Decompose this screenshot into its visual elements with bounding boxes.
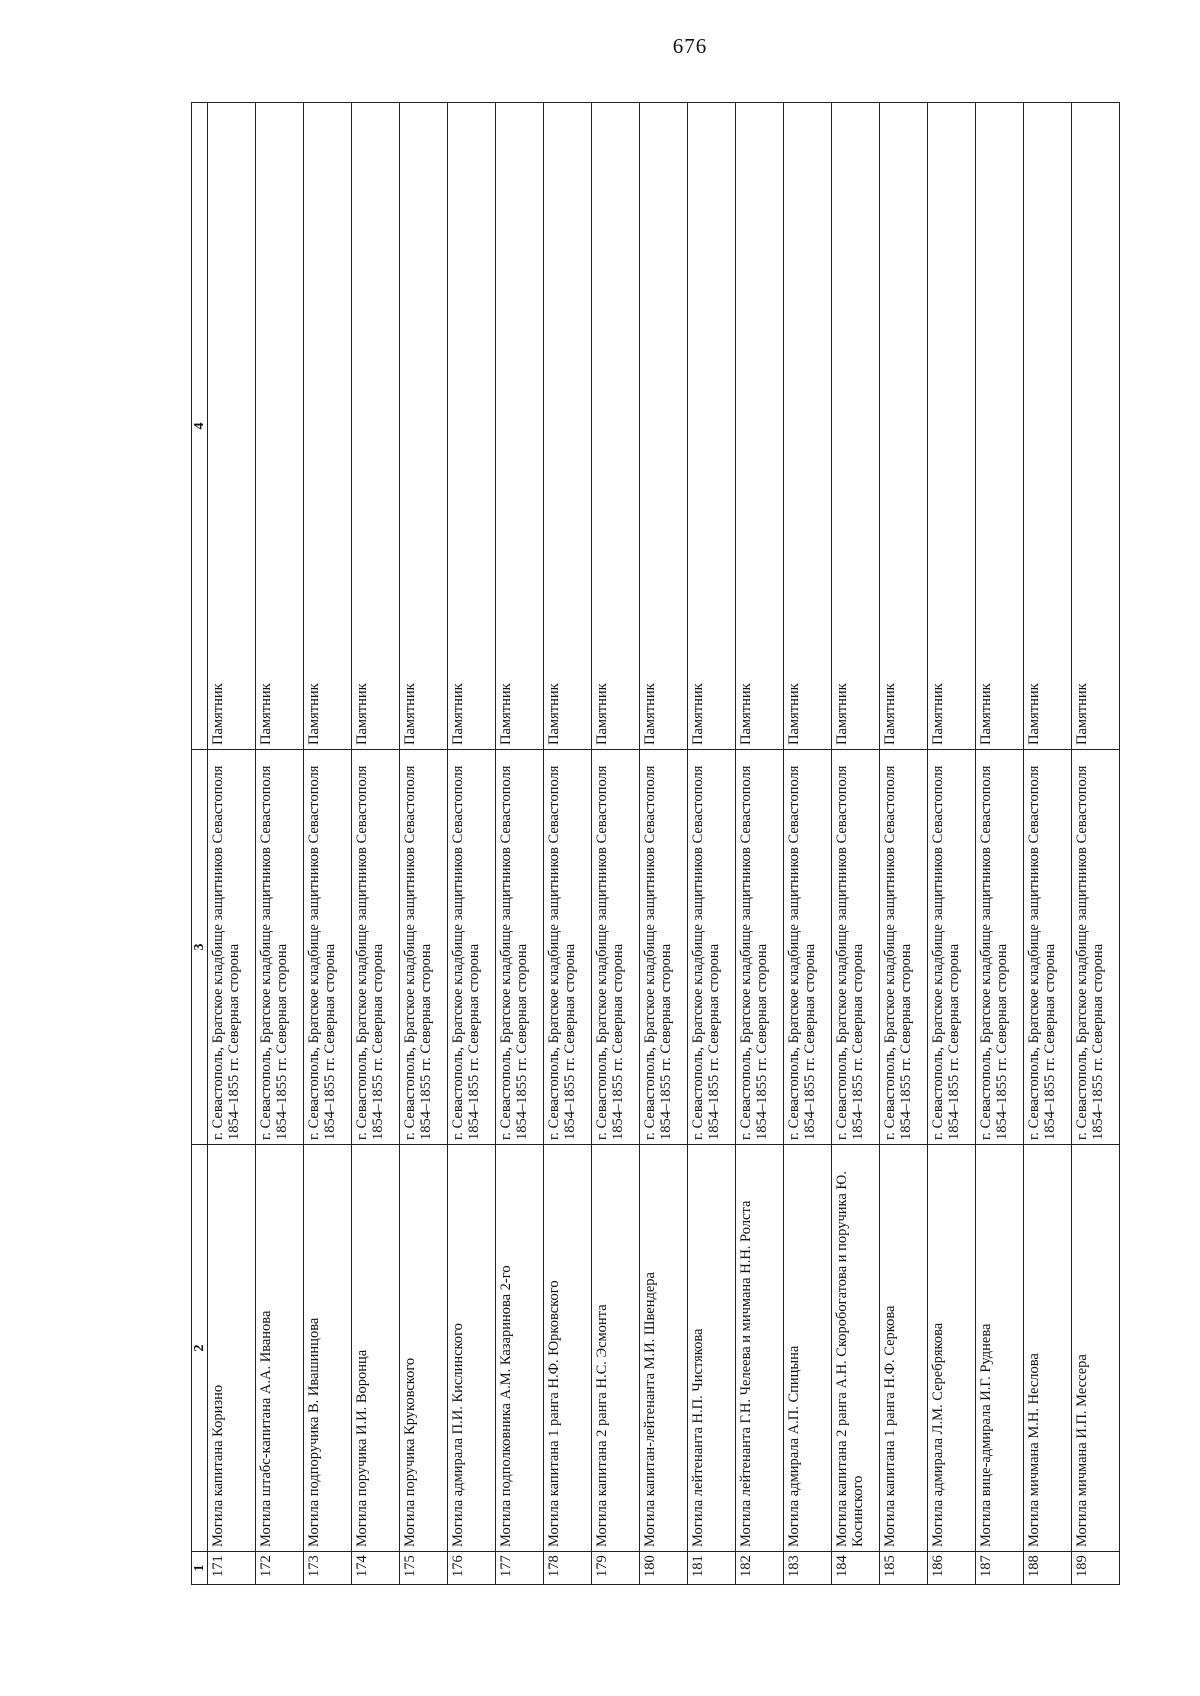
object-location: г. Севастополь, Братское кладбище защитников Севастополя 1854–1855 гг. Северная сторона — [1024, 750, 1072, 1145]
table-row — [640, 103, 688, 1585]
object-location: г. Севастополь, Братское кладбище защитников Севастополя 1854–1855 гг. Северная сторона — [736, 750, 784, 1145]
row-number: 174 — [352, 1552, 400, 1585]
object-location: г. Севастополь, Братское кладбище защитников Севастополя 1854–1855 гг. Северная сторона — [256, 750, 304, 1145]
object-location: г. Севастополь, Братское кладбище защитников Севастополя 1854–1855 гг. Северная сторона — [784, 750, 832, 1145]
object-name: Могила капитана Коризно — [208, 1145, 256, 1552]
row-number: 184 — [832, 1552, 880, 1585]
object-type: Памятник — [256, 103, 304, 750]
table-row — [832, 103, 880, 1585]
object-type: Памятник — [640, 103, 688, 750]
table-row — [1024, 103, 1072, 1585]
row-number: 179 — [592, 1552, 640, 1585]
table-row — [304, 103, 352, 1585]
row-number: 187 — [976, 1552, 1024, 1585]
object-location: г. Севастополь, Братское кладбище защитников Севастополя 1854–1855 гг. Северная сторона — [976, 750, 1024, 1145]
object-type: Памятник — [544, 103, 592, 750]
monuments-table — [191, 102, 1120, 1585]
table-row — [448, 103, 496, 1585]
row-number: 172 — [256, 1552, 304, 1585]
object-name: Могила капитан-лейтенанта М.И. Швендера — [640, 1145, 688, 1552]
object-name: Могила штабс-капитана А.А. Иванова — [256, 1145, 304, 1552]
object-location: г. Севастополь, Братское кладбище защитников Севастополя 1854–1855 гг. Северная сторона — [448, 750, 496, 1145]
row-number: 183 — [784, 1552, 832, 1585]
row-number: 189 — [1072, 1552, 1120, 1585]
object-name: Могила капитана 1 ранга Н.Ф. Серкова — [880, 1145, 928, 1552]
object-type: Памятник — [400, 103, 448, 750]
column-header-3: 3 — [192, 750, 208, 1145]
object-type: Памятник — [1024, 103, 1072, 750]
row-number: 171 — [208, 1552, 256, 1585]
object-location: г. Севастополь, Братское кладбище защитников Севастополя 1854–1855 гг. Северная сторона — [928, 750, 976, 1145]
table-row — [736, 103, 784, 1585]
object-name: Могила капитана 2 ранга А.Н. Скоробогатова и поручика Ю. Косинского — [832, 1145, 880, 1552]
page-number: 676 — [672, 34, 708, 58]
object-type: Памятник — [448, 103, 496, 750]
table-row — [688, 103, 736, 1585]
object-location: г. Севастополь, Братское кладбище защитников Севастополя 1854–1855 гг. Северная сторона — [304, 750, 352, 1145]
table-body — [208, 103, 1120, 1585]
table-row — [880, 103, 928, 1585]
table-row — [544, 103, 592, 1585]
object-type: Памятник — [304, 103, 352, 750]
object-name: Могила адмирала А.П. Спицына — [784, 1145, 832, 1552]
object-name: Могила капитана 2 ранга Н.С. Эсмонта — [592, 1145, 640, 1552]
object-location: г. Севастополь, Братское кладбище защитников Севастополя 1854–1855 гг. Северная сторона — [880, 750, 928, 1145]
object-name: Могила адмирала П.И. Кислинского — [448, 1145, 496, 1552]
row-number: 186 — [928, 1552, 976, 1585]
row-number: 180 — [640, 1552, 688, 1585]
object-type: Памятник — [880, 103, 928, 750]
object-location: г. Севастополь, Братское кладбище защитников Севастополя 1854–1855 гг. Северная сторона — [640, 750, 688, 1145]
object-type: Памятник — [784, 103, 832, 750]
table-row — [1072, 103, 1120, 1585]
table-row — [352, 103, 400, 1585]
object-name: Могила поручика И.И. Воронца — [352, 1145, 400, 1552]
column-header-1: 1 — [192, 1552, 208, 1585]
object-type: Памятник — [976, 103, 1024, 750]
rotated-table-container — [191, 102, 1124, 1585]
table-row — [928, 103, 976, 1585]
object-location: г. Севастополь, Братское кладбище защитников Севастополя 1854–1855 гг. Северная сторона — [592, 750, 640, 1145]
table-header-row — [192, 103, 208, 1585]
object-name: Могила поручика Круковского — [400, 1145, 448, 1552]
object-name: Могила лейтенанта Н.П. Чистякова — [688, 1145, 736, 1552]
table-row — [496, 103, 544, 1585]
row-number: 176 — [448, 1552, 496, 1585]
table-row — [256, 103, 304, 1585]
object-name: Могила вице-адмирала И.Г. Руднева — [976, 1145, 1024, 1552]
row-number: 188 — [1024, 1552, 1072, 1585]
object-name: Могила адмирала Л.М. Серебрякова — [928, 1145, 976, 1552]
row-number: 178 — [544, 1552, 592, 1585]
row-number: 181 — [688, 1552, 736, 1585]
table-row — [592, 103, 640, 1585]
object-type: Памятник — [928, 103, 976, 750]
row-number: 185 — [880, 1552, 928, 1585]
object-name: Могила подполковника А.М. Казаринова 2-го — [496, 1145, 544, 1552]
table-row — [976, 103, 1024, 1585]
object-name: Могила лейтенанта Г.Н. Челеева и мичмана Н.Н. Ролста — [736, 1145, 784, 1552]
object-type: Памятник — [592, 103, 640, 750]
table-row — [208, 103, 256, 1585]
object-location: г. Севастополь, Братское кладбище защитников Севастополя 1854–1855 гг. Северная сторона — [496, 750, 544, 1145]
object-location: г. Севастополь, Братское кладбище защитников Севастополя 1854–1855 гг. Северная сторона — [1072, 750, 1120, 1145]
object-location: г. Севастополь, Братское кладбище защитников Севастополя 1854–1855 гг. Северная сторона — [688, 750, 736, 1145]
row-number: 182 — [736, 1552, 784, 1585]
column-header-4: 4 — [192, 103, 208, 750]
object-name: Могила капитана 1 ранга Н.Ф. Юрковского — [544, 1145, 592, 1552]
row-number: 173 — [304, 1552, 352, 1585]
object-name: Могила подпоручика В. Ивашинцова — [304, 1145, 352, 1552]
object-location: г. Севастополь, Братское кладбище защитников Севастополя 1854–1855 гг. Северная сторона — [208, 750, 256, 1145]
object-location: г. Севастополь, Братское кладбище защитников Севастополя 1854–1855 гг. Северная сторона — [400, 750, 448, 1145]
object-location: г. Севастополь, Братское кладбище защитников Севастополя 1854–1855 гг. Северная сторона — [544, 750, 592, 1145]
object-location: г. Севастополь, Братское кладбище защитников Севастополя 1854–1855 гг. Северная сторона — [832, 750, 880, 1145]
object-type: Памятник — [496, 103, 544, 750]
object-type: Памятник — [352, 103, 400, 750]
object-type: Памятник — [208, 103, 256, 750]
object-name: Могила мичмана И.П. Мессера — [1072, 1145, 1120, 1552]
object-type: Памятник — [736, 103, 784, 750]
object-type: Памятник — [688, 103, 736, 750]
table-row — [784, 103, 832, 1585]
object-location: г. Севастополь, Братское кладбище защитников Севастополя 1854–1855 гг. Северная сторона — [352, 750, 400, 1145]
object-name: Могила мичмана М.Н. Неслова — [1024, 1145, 1072, 1552]
column-header-2: 2 — [192, 1145, 208, 1552]
row-number: 177 — [496, 1552, 544, 1585]
table-row — [400, 103, 448, 1585]
object-type: Памятник — [1072, 103, 1120, 750]
row-number: 175 — [400, 1552, 448, 1585]
object-type: Памятник — [832, 103, 880, 750]
